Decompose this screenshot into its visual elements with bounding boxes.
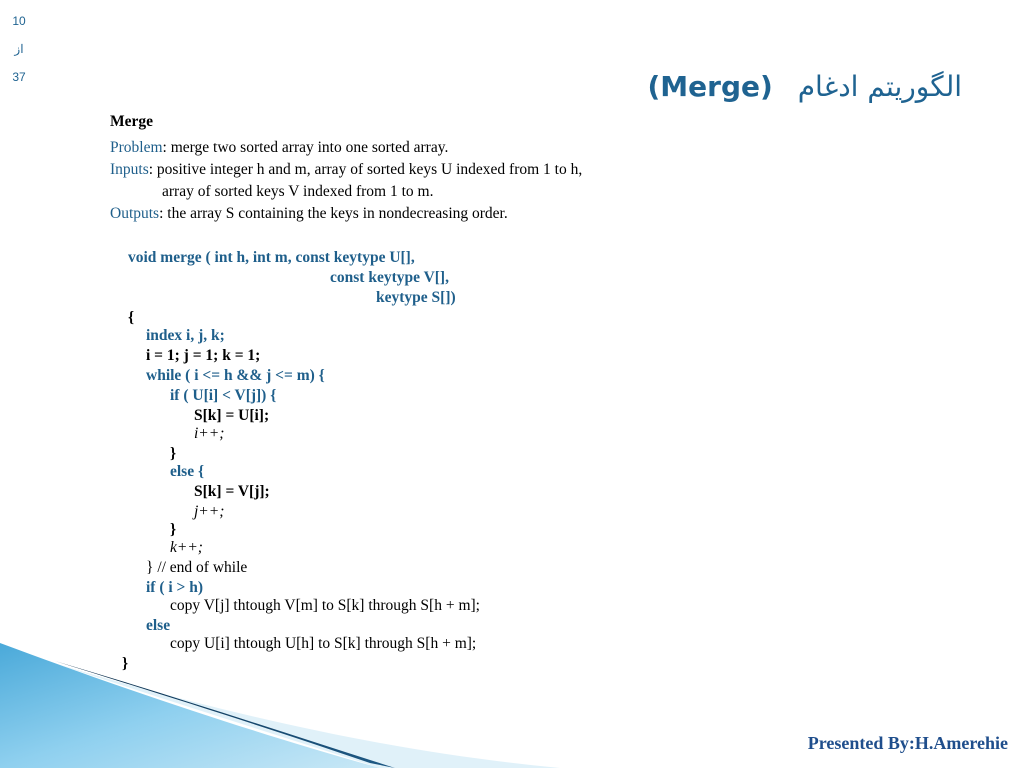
slide-number <box>0 14 38 98</box>
problem-text: : merge two sorted array into one sorted array. <box>162 139 449 156</box>
code-line: void merge ( int h, int m, const keytype U[], <box>128 249 415 266</box>
code-line: const keytype V[], <box>330 269 449 286</box>
code-line: else <box>146 617 171 634</box>
code-line: } <box>122 655 129 672</box>
algorithm-header: Merge <box>110 113 154 130</box>
code-line: } <box>170 445 177 462</box>
problem-line <box>110 138 448 158</box>
code-line: } // end of while <box>146 559 248 576</box>
code-line: else { <box>170 463 205 480</box>
corner-swoosh-decoration <box>0 643 560 768</box>
code-line: k++; <box>170 539 203 556</box>
code-line: S[k] = V[j]; <box>194 483 270 500</box>
code-line: keytype S[]) <box>376 289 456 306</box>
outputs-line <box>110 204 508 224</box>
slide-of-label: از <box>14 42 24 56</box>
inputs-line-2: array of sorted keys V indexed from 1 to m. <box>162 183 434 200</box>
inputs-line <box>110 160 582 180</box>
code-line: if ( i > h) <box>146 579 204 596</box>
page-title <box>648 70 963 103</box>
code-line: while ( i <= h && j <= m) { <box>146 367 325 384</box>
code-line: i = 1; j = 1; k = 1; <box>146 347 261 364</box>
code-line: copy V[j] thtough V[m] to S[k] through S[h + m]; <box>170 597 480 614</box>
slide-total: 37 <box>12 70 26 84</box>
title-english: (Merge) <box>647 70 773 103</box>
inputs-text-1: : positive integer h and m, array of sorted keys U indexed from 1 to h, <box>148 161 583 178</box>
code-line: j++; <box>194 503 225 520</box>
code-line: { <box>128 309 135 326</box>
outputs-label: Outputs <box>110 205 160 222</box>
slide-current: 10 <box>12 14 26 28</box>
presenter-footer: Presented By:H.Amerehie <box>807 733 1008 753</box>
problem-label: Problem <box>110 139 163 156</box>
code-line: i++; <box>194 425 225 442</box>
outputs-text: : the array S containing the keys in nondecreasing order. <box>159 205 508 222</box>
code-line: if ( U[i] < V[j]) { <box>170 387 277 404</box>
code-line: index i, j, k; <box>146 327 225 344</box>
inputs-label: Inputs <box>110 161 149 178</box>
code-line: } <box>170 521 177 538</box>
code-line: copy U[i] thtough U[h] to S[k] through S[h + m]; <box>170 635 477 652</box>
title-persian: الگوریتم ادغام <box>797 70 962 103</box>
code-line: S[k] = U[i]; <box>194 407 270 424</box>
